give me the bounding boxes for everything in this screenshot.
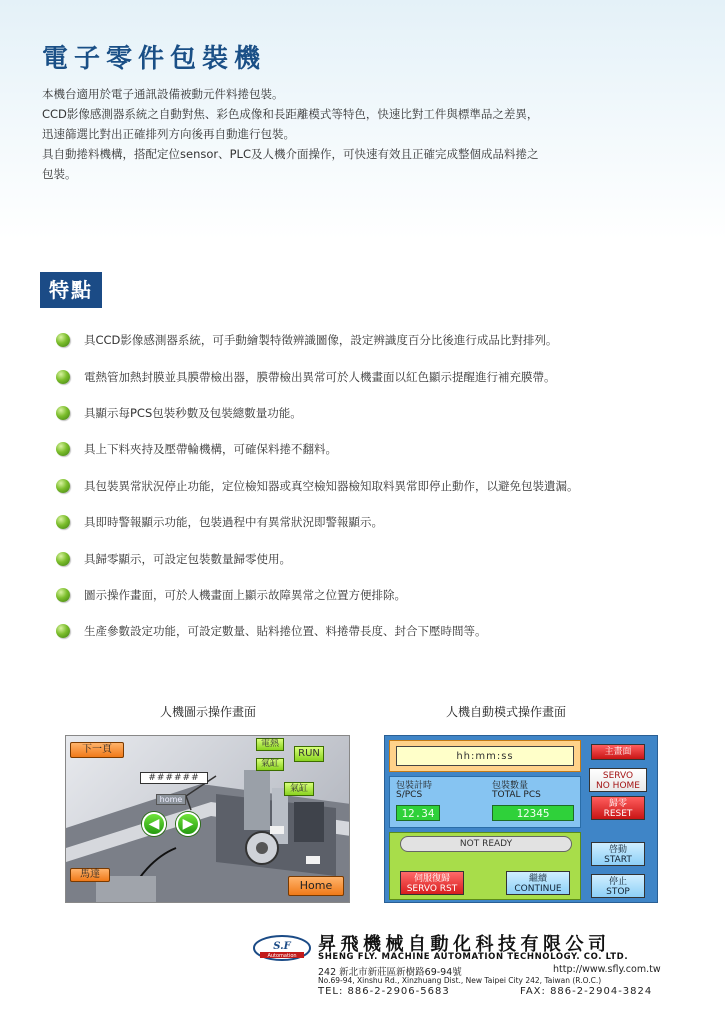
green-sphere-icon — [56, 479, 70, 493]
feature-list — [56, 322, 721, 650]
hmi-left-caption: 人機圖示操作畫面 — [160, 705, 257, 719]
features-heading: 特點 — [40, 272, 102, 308]
green-sphere-icon — [56, 442, 70, 456]
company-logo — [252, 934, 312, 962]
start-label-zh: 啓動 — [608, 845, 627, 855]
hmi-right-caption: 人機自動模式操作畫面 — [446, 705, 567, 719]
continue-label-zh: 繼續 — [528, 874, 547, 884]
feature-text: 具包裝異常狀況停止功能，定位檢知器或真空檢知器檢知取料異常即停止動作，以避免包裝遺漏。 — [84, 478, 579, 493]
feature-item — [56, 468, 721, 504]
time-display-box — [389, 740, 581, 772]
feature-item — [56, 431, 721, 467]
pack-time-value: 12.34 — [396, 805, 440, 821]
feature-text: 具即時警報顯示功能，包裝過程中有異常狀況即警報顯示。 — [84, 515, 383, 530]
intro-text — [42, 84, 692, 184]
feature-item — [56, 577, 721, 613]
left-arrow-icon[interactable]: ◀ — [142, 812, 166, 836]
pack-time-label-en: S/PCS — [396, 790, 423, 800]
feature-text: 具上下料夾持及壓帶輪機構，可確保料捲不翻料。 — [84, 442, 337, 457]
servo-reset-label-en: SERVO RST — [406, 884, 458, 894]
servo-home-label-1: SERVO — [602, 771, 634, 781]
heater-button[interactable]: 電熱 — [256, 738, 284, 751]
clock-display: hh:mm:ss — [396, 746, 574, 766]
green-sphere-icon — [56, 370, 70, 384]
feature-item — [56, 613, 721, 649]
feature-text: 具歸零顯示，可設定包裝數量歸零使用。 — [84, 551, 291, 566]
reset-label-zh: 歸零 — [608, 799, 627, 809]
status-area — [389, 832, 581, 900]
feature-text: 具CCD影像感測器系統，可手動繪製特徵辨識圖像，設定辨識度百分比後進行成品比對排列。 — [84, 333, 558, 348]
intro-line: 迅速篩選比對出正確排列方向後再自動進行包裝。 — [42, 127, 295, 141]
address-zh: 242 新北市新莊區新樹路69-94號 — [318, 967, 462, 978]
start-label-en: START — [604, 855, 632, 865]
feature-item — [56, 504, 721, 540]
feature-item — [56, 322, 721, 358]
motor-button[interactable]: 馬達 — [70, 868, 110, 882]
next-page-button[interactable]: 下一頁 — [70, 742, 124, 758]
company-name-zh: 昇飛機械自動化科技有限公司 — [318, 934, 611, 955]
pack-time-label-zh: 包裝計時 — [396, 781, 433, 791]
reset-button[interactable] — [591, 796, 645, 820]
hmi-auto-panel — [384, 735, 658, 903]
feature-item — [56, 358, 721, 394]
green-sphere-icon — [56, 552, 70, 566]
servo-home-button[interactable] — [589, 768, 647, 792]
pack-count-label-en: TOTAL PCS — [492, 790, 541, 800]
continue-label-en: CONTINUE — [514, 884, 562, 894]
counter-box — [389, 776, 581, 828]
logo-text: S.F — [273, 941, 291, 952]
pack-count-label-zh: 包裝數量 — [492, 781, 529, 791]
company-name-en: SHENG FLY. MACHINE AUTOMATION TECHNOLOGY. CO. LTD. — [318, 952, 629, 962]
feature-text: 電熱管加熱封膜並具膜帶檢出器，膜帶檢出異常可於人機畫面以紅色顯示提醒進行補充膜帶。 — [84, 369, 556, 384]
feature-item — [56, 540, 721, 576]
hmi-graphic-panel — [65, 735, 350, 903]
continue-button[interactable] — [506, 871, 570, 895]
feature-text: 具顯示每PCS包裝秒數及包裝總數量功能。 — [84, 405, 302, 420]
stop-label-zh: 停止 — [608, 877, 627, 887]
fax: FAX: 886-2-2904-3824 — [520, 986, 653, 997]
stop-label-en: STOP — [606, 887, 630, 897]
website-link[interactable]: http://www.sfly.com.tw — [553, 964, 661, 975]
green-sphere-icon — [56, 406, 70, 420]
address-en: No.69-94, Xinshu Rd., Xinzhuang Dist., New Taipei City 242, Taiwan (R.O.C.) — [318, 976, 602, 985]
home-small-button[interactable]: home — [156, 794, 186, 805]
intro-line: 具自動捲料機構，搭配定位sensor、PLC及人機介面操作，可快速有效且正確完成整個成品料捲之 — [42, 147, 539, 161]
servo-home-label-2: NO HOME — [596, 781, 640, 791]
logo-subtext: Automation — [267, 953, 297, 959]
intro-line: 包裝。 — [42, 167, 77, 181]
green-sphere-icon — [56, 588, 70, 602]
right-arrow-icon[interactable]: ▶ — [176, 812, 200, 836]
stop-button[interactable] — [591, 874, 645, 898]
main-screen-button[interactable]: 主畫面 — [591, 744, 645, 760]
cylinder-button[interactable]: 氣缸 — [284, 782, 314, 796]
page-title: 電子零件包裝機 — [42, 44, 267, 74]
cylinder-button[interactable]: 氣缸 — [256, 758, 284, 771]
intro-line: 本機台適用於電子通訊設備被動元件料捲包裝。 — [42, 87, 284, 101]
green-sphere-icon — [56, 515, 70, 529]
green-sphere-icon — [56, 333, 70, 347]
green-sphere-icon — [56, 624, 70, 638]
feature-text: 生產參數設定功能，可設定數量、貼料捲位置、料捲帶長度、封合下壓時間等。 — [84, 624, 487, 639]
telephone: TEL: 886-2-2906-5683 — [318, 986, 450, 997]
start-button[interactable] — [591, 842, 645, 866]
servo-reset-label-zh: 伺服復歸 — [413, 874, 450, 884]
run-button[interactable]: RUN — [294, 746, 324, 762]
status-indicator: NOT READY — [400, 836, 572, 852]
feature-text: 圖示操作畫面，可於人機畫面上顯示故障異常之位置方便排除。 — [84, 587, 406, 602]
reset-label-en: RESET — [603, 809, 633, 819]
intro-line: CCD影像感測器系統之自動對焦、彩色成像和長距離模式等特色，快速比對工件與標準品之差異， — [42, 107, 539, 121]
password-field[interactable]: ###### — [140, 772, 208, 784]
feature-item — [56, 395, 721, 431]
pack-count-value: 12345 — [492, 805, 574, 821]
home-button[interactable]: Home — [288, 876, 344, 896]
contact-line — [318, 986, 653, 997]
servo-reset-button[interactable] — [400, 871, 464, 895]
